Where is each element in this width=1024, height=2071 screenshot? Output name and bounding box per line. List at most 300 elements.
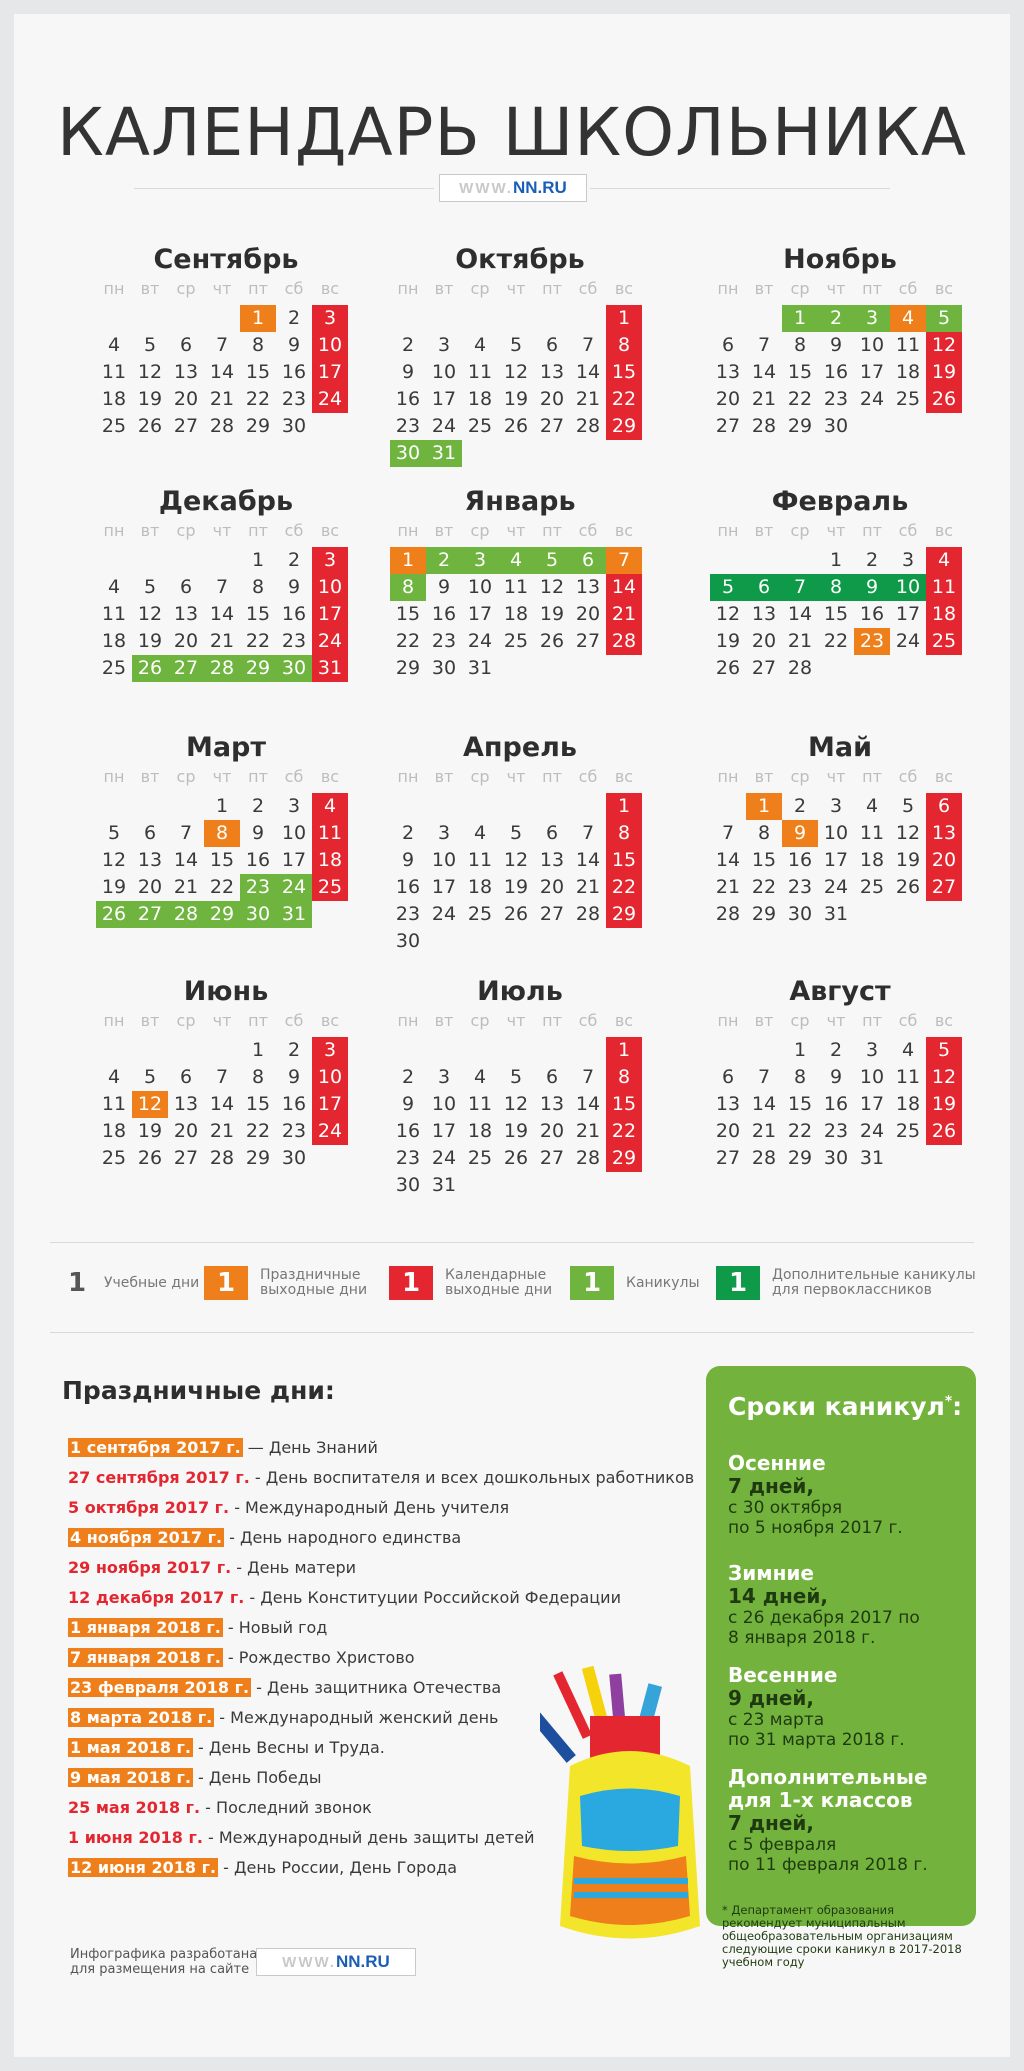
day-cell: 13 [575, 576, 601, 598]
month-days-grid [96, 520, 356, 682]
day-cell: 1 [782, 305, 818, 332]
legend-swatch: 1 [204, 1266, 248, 1300]
day-cell: 6 [179, 576, 193, 598]
footer-note-line: для размещения на сайте [70, 1962, 250, 1977]
day-cell: 21 [575, 388, 601, 410]
weekday-header: ср [470, 1011, 490, 1030]
holiday-item [68, 1706, 498, 1730]
month-days-grid [96, 766, 356, 928]
day-cell: 22 [606, 874, 642, 901]
weekday-header: вс [934, 279, 954, 298]
day-cell: 12 [895, 822, 921, 844]
day-cell: 2 [818, 305, 854, 332]
weekday-header: сб [578, 767, 598, 786]
day-cell: 21 [209, 1120, 235, 1142]
day-cell: 10 [431, 361, 457, 383]
month-name: Май [807, 732, 872, 763]
day-cell: 26 [895, 876, 921, 898]
day-cell: 14 [209, 361, 235, 383]
day-cell: 7 [757, 1066, 771, 1088]
weekday-header: сб [898, 279, 918, 298]
day-cell: 10 [312, 332, 348, 359]
day-cell: 13 [715, 1093, 741, 1115]
day-cell: 28 [575, 415, 601, 437]
day-cell: 18 [859, 849, 885, 871]
day-cell: 25 [859, 876, 885, 898]
day-cell: 31 [312, 655, 348, 682]
holiday-item [68, 1616, 327, 1640]
legend-swatch: 1 [570, 1266, 614, 1300]
day-cell: 6 [721, 334, 735, 356]
day-cell: 10 [467, 576, 493, 598]
weekday-header: пт [542, 767, 562, 786]
day-cell: 4 [312, 793, 348, 820]
weekday-header: чт [826, 1011, 846, 1030]
day-cell: 3 [901, 549, 915, 571]
holiday-item [68, 1436, 378, 1460]
weekday-header: пн [717, 1011, 739, 1030]
day-cell: 20 [173, 1120, 199, 1142]
empty-day [746, 305, 782, 332]
weekday-header: сб [578, 521, 598, 540]
day-cell: 21 [751, 1120, 777, 1142]
month-name: Январь [464, 486, 576, 517]
weekday-header: вт [434, 279, 454, 298]
weekday-header: вс [934, 767, 954, 786]
day-cell: 27 [132, 901, 168, 928]
day-cell: 27 [168, 655, 204, 682]
day-cell: 24 [431, 415, 457, 437]
day-cell: 6 [143, 822, 157, 844]
day-cell: 6 [721, 1066, 735, 1088]
month-days-grid [710, 278, 970, 440]
vacation-duration: 7 дней, [728, 1811, 815, 1835]
empty-day [390, 793, 426, 820]
empty-day [132, 547, 168, 574]
weekday-header: чт [826, 279, 846, 298]
day-cell: 8 [606, 820, 642, 847]
day-cell: 4 [890, 305, 926, 332]
day-cell: 6 [926, 793, 962, 820]
vacation-duration: 9 дней, [728, 1686, 815, 1710]
day-cell: 19 [503, 1120, 529, 1142]
day-cell: 13 [137, 849, 163, 871]
day-cell: 16 [859, 603, 885, 625]
day-cell: 22 [823, 630, 849, 652]
day-cell: 7 [782, 574, 818, 601]
holiday-name: - День матери [231, 1558, 357, 1577]
day-cell: 13 [539, 361, 565, 383]
weekday-header: чт [212, 767, 232, 786]
empty-day [710, 1037, 746, 1064]
month-10 [96, 974, 356, 1172]
weekday-header: сб [578, 1011, 598, 1030]
day-cell: 16 [281, 361, 307, 383]
day-cell: 28 [575, 903, 601, 925]
legend-label-line: Календарные [445, 1267, 547, 1283]
month-name: Сентябрь [153, 244, 299, 275]
vacation-name: Осенние [728, 1451, 826, 1475]
vacation-range2: по 31 марта 2018 г. [728, 1730, 905, 1750]
day-cell: 22 [787, 1120, 813, 1142]
day-cell: 23 [240, 874, 276, 901]
holiday-name: - День Победы [192, 1768, 322, 1787]
day-cell: 4 [107, 576, 121, 598]
weekday-header: чт [826, 767, 846, 786]
vacation-range2: 8 января 2018 г. [728, 1628, 876, 1648]
empty-day [746, 547, 782, 574]
legend-label-line: выходные дни [260, 1282, 368, 1298]
empty-day [96, 547, 132, 574]
day-cell: 19 [715, 630, 741, 652]
day-cell: 23 [281, 1120, 307, 1142]
day-cell: 14 [575, 849, 601, 871]
legend-label-line: Дополнительные каникулы [772, 1267, 976, 1283]
day-cell: 6 [545, 822, 559, 844]
day-cell: 31 [276, 901, 312, 928]
vacation-footnote: * Департамент образования рекомендует муниципальным общеобразовательным организациям следующие сроки каникул в 2017-2018 учебном году [722, 1903, 962, 1969]
day-cell: 1 [793, 1039, 807, 1061]
day-cell: 4 [107, 1066, 121, 1088]
empty-day [570, 793, 606, 820]
legend-swatch: 1 [67, 1268, 87, 1298]
day-cell: 23 [395, 903, 421, 925]
month-days-grid [390, 278, 650, 467]
day-cell: 6 [746, 574, 782, 601]
day-cell: 12 [503, 361, 529, 383]
day-cell: 2 [426, 547, 462, 574]
day-cell: 4 [926, 547, 962, 574]
day-cell: 22 [209, 876, 235, 898]
month-name: Июнь [183, 976, 269, 1007]
day-cell: 1 [215, 795, 229, 817]
empty-day [132, 305, 168, 332]
day-cell: 21 [173, 876, 199, 898]
empty-day [534, 305, 570, 332]
empty-day [168, 547, 204, 574]
holiday-item [68, 1466, 694, 1490]
day-cell: 13 [539, 849, 565, 871]
weekday-header: пн [103, 1011, 125, 1030]
holiday-name: - День защитника Отечества [251, 1678, 502, 1697]
day-cell: 25 [101, 657, 127, 679]
day-cell: 27 [575, 630, 601, 652]
day-cell: 16 [395, 876, 421, 898]
footer-note-line: Инфографика разработана [70, 1947, 258, 1962]
day-cell: 14 [173, 849, 199, 871]
day-cell: 28 [715, 903, 741, 925]
day-cell: 20 [539, 1120, 565, 1142]
day-cell: 30 [823, 415, 849, 437]
day-cell: 18 [503, 603, 529, 625]
day-cell: 30 [276, 655, 312, 682]
day-cell: 2 [401, 334, 415, 356]
day-cell: 8 [390, 574, 426, 601]
day-cell: 1 [390, 547, 426, 574]
day-cell: 30 [395, 1174, 421, 1196]
logo-brand: NN.RU [335, 1952, 390, 1971]
logo-prefix: WWW. [459, 179, 513, 197]
day-cell: 8 [606, 1064, 642, 1091]
site-logo-top[interactable] [439, 174, 587, 202]
day-cell: 5 [926, 305, 962, 332]
empty-day [498, 305, 534, 332]
day-cell: 15 [245, 603, 271, 625]
day-cell: 14 [209, 603, 235, 625]
weekday-header: чт [212, 279, 232, 298]
day-cell: 14 [209, 1093, 235, 1115]
weekday-header: чт [826, 521, 846, 540]
day-cell: 6 [545, 1066, 559, 1088]
day-cell: 6 [545, 334, 559, 356]
month-9 [710, 730, 970, 928]
legend-item [62, 1266, 199, 1300]
site-logo-bottom[interactable] [256, 1948, 416, 1976]
day-cell: 22 [245, 388, 271, 410]
day-cell: 26 [926, 386, 962, 413]
day-cell: 15 [245, 361, 271, 383]
legend-item [204, 1266, 367, 1300]
day-cell: 7 [215, 576, 229, 598]
day-cell: 10 [859, 1066, 885, 1088]
weekday-header: пт [542, 1011, 562, 1030]
day-cell: 14 [575, 361, 601, 383]
day-cell: 9 [287, 334, 301, 356]
holiday-date: 12 июня 2018 г. [70, 1858, 217, 1877]
empty-day [462, 1037, 498, 1064]
weekday-header: вт [140, 767, 160, 786]
weekday-header: вс [320, 521, 340, 540]
weekday-header: пн [397, 279, 419, 298]
empty-day [746, 1037, 782, 1064]
day-cell: 16 [245, 849, 271, 871]
day-cell: 14 [751, 361, 777, 383]
day-cell: 18 [101, 1120, 127, 1142]
empty-day [710, 305, 746, 332]
day-cell: 7 [215, 1066, 229, 1088]
weekday-header: ср [176, 1011, 196, 1030]
day-cell: 3 [865, 1039, 879, 1061]
day-cell: 22 [606, 386, 642, 413]
weekday-header: пт [248, 279, 268, 298]
day-cell: 27 [751, 657, 777, 679]
weekday-header: ср [176, 521, 196, 540]
day-cell: 7 [581, 822, 595, 844]
day-cell: 23 [281, 388, 307, 410]
day-cell: 13 [173, 1093, 199, 1115]
empty-day [462, 793, 498, 820]
month-5 [390, 484, 650, 682]
holiday-date: 12 декабря 2017 г. [68, 1588, 245, 1607]
legend-label-line: для первоклассников [772, 1282, 932, 1298]
day-cell: 10 [823, 822, 849, 844]
weekday-header: вс [614, 767, 634, 786]
day-cell: 1 [829, 549, 843, 571]
day-cell: 9 [437, 576, 451, 598]
legend-label [626, 1276, 700, 1291]
day-cell: 4 [107, 334, 121, 356]
weekday-header: чт [506, 767, 526, 786]
day-cell: 15 [823, 603, 849, 625]
month-11 [390, 974, 650, 1199]
day-cell: 12 [137, 603, 163, 625]
day-cell: 16 [787, 849, 813, 871]
empty-day [168, 305, 204, 332]
month-name: Июль [477, 976, 563, 1007]
day-cell: 21 [209, 388, 235, 410]
holiday-item [68, 1796, 372, 1820]
day-cell: 8 [757, 822, 771, 844]
day-cell: 26 [503, 903, 529, 925]
day-cell: 8 [793, 1066, 807, 1088]
day-cell: 26 [715, 657, 741, 679]
day-cell: 13 [173, 361, 199, 383]
weekday-header: вс [320, 279, 340, 298]
holiday-date: 4 ноября 2017 г. [70, 1528, 223, 1547]
weekday-header: сб [898, 767, 918, 786]
day-cell: 12 [132, 1091, 168, 1118]
empty-day [168, 1037, 204, 1064]
title-divider [134, 188, 434, 189]
day-cell: 20 [715, 1120, 741, 1142]
day-cell: 7 [721, 822, 735, 844]
day-cell: 19 [895, 849, 921, 871]
day-cell: 5 [534, 547, 570, 574]
holiday-date: 23 февраля 2018 г. [70, 1678, 250, 1697]
day-cell: 28 [751, 415, 777, 437]
weekday-header: вс [934, 521, 954, 540]
day-cell: 5 [143, 334, 157, 356]
month-name: Ноябрь [783, 244, 897, 275]
day-cell: 22 [751, 876, 777, 898]
day-cell: 22 [606, 1118, 642, 1145]
weekday-header: ср [176, 767, 196, 786]
day-cell: 26 [926, 1118, 962, 1145]
empty-day [534, 1037, 570, 1064]
day-cell: 2 [401, 1066, 415, 1088]
holiday-name: - День России, День Города [218, 1858, 457, 1877]
legend-label-line: Учебные дни [104, 1274, 200, 1291]
empty-day [426, 305, 462, 332]
day-cell: 5 [143, 1066, 157, 1088]
day-cell: 11 [467, 1093, 493, 1115]
weekday-header: вс [320, 1011, 340, 1030]
weekday-header: вт [434, 1011, 454, 1030]
day-cell: 31 [431, 1174, 457, 1196]
day-cell: 17 [312, 1091, 348, 1118]
day-cell: 5 [509, 822, 523, 844]
day-cell: 2 [793, 795, 807, 817]
weekday-header: пн [397, 1011, 419, 1030]
day-cell: 25 [503, 630, 529, 652]
weekday-header: пн [103, 521, 125, 540]
day-cell: 11 [312, 820, 348, 847]
day-cell: 24 [859, 1120, 885, 1142]
empty-day [390, 1037, 426, 1064]
day-cell: 8 [251, 1066, 265, 1088]
day-cell: 11 [101, 1093, 127, 1115]
weekday-header: вт [434, 521, 454, 540]
day-cell: 21 [209, 630, 235, 652]
weekday-header: ср [176, 279, 196, 298]
day-cell: 10 [312, 574, 348, 601]
day-cell: 7 [179, 822, 193, 844]
weekday-header: сб [284, 767, 304, 786]
day-cell: 31 [426, 440, 462, 467]
legend-label [260, 1268, 367, 1298]
day-cell: 26 [137, 1147, 163, 1169]
day-cell: 29 [240, 655, 276, 682]
vacation-name: Дополнительные для 1-х классов [728, 1765, 928, 1812]
holiday-date: 29 ноября 2017 г. [68, 1558, 232, 1577]
weekday-header: сб [898, 521, 918, 540]
weekday-header: ср [790, 1011, 810, 1030]
vacation-range2: по 5 ноября 2017 г. [728, 1518, 903, 1538]
day-cell: 12 [101, 849, 127, 871]
day-cell: 25 [926, 628, 962, 655]
day-cell: 15 [209, 849, 235, 871]
day-cell: 8 [606, 332, 642, 359]
day-cell: 12 [926, 1064, 962, 1091]
day-cell: 24 [312, 1118, 348, 1145]
day-cell: 16 [823, 361, 849, 383]
day-cell: 17 [431, 1120, 457, 1142]
day-cell: 18 [467, 1120, 493, 1142]
day-cell: 25 [467, 415, 493, 437]
empty-day [534, 793, 570, 820]
day-cell: 23 [854, 628, 890, 655]
day-cell: 20 [173, 630, 199, 652]
weekday-header: пт [862, 767, 882, 786]
day-cell: 19 [503, 876, 529, 898]
month-1 [96, 242, 356, 440]
holiday-date: 5 октября 2017 г. [68, 1498, 230, 1517]
holiday-name: - Международный день защиты детей [202, 1828, 535, 1847]
day-cell: 20 [539, 876, 565, 898]
day-cell: 9 [401, 1093, 415, 1115]
month-name: Август [789, 976, 891, 1007]
day-cell: 6 [570, 547, 606, 574]
day-cell: 17 [312, 359, 348, 386]
day-cell: 25 [101, 1147, 127, 1169]
day-cell: 18 [467, 388, 493, 410]
day-cell: 4 [473, 822, 487, 844]
day-cell: 29 [787, 1147, 813, 1169]
vacation-item [728, 1664, 968, 1750]
day-cell: 4 [498, 547, 534, 574]
day-cell: 9 [401, 849, 415, 871]
legend-label-line: Праздничные [260, 1267, 361, 1283]
day-cell: 21 [575, 876, 601, 898]
month-name: Декабрь [158, 486, 294, 517]
day-cell: 6 [179, 334, 193, 356]
day-cell: 4 [901, 1039, 915, 1061]
day-cell: 3 [437, 1066, 451, 1088]
weekday-header: вт [140, 521, 160, 540]
day-cell: 22 [395, 630, 421, 652]
day-cell: 24 [312, 628, 348, 655]
empty-day [204, 305, 240, 332]
day-cell: 1 [606, 793, 642, 820]
day-cell: 22 [245, 1120, 271, 1142]
day-cell: 3 [312, 305, 348, 332]
legend-label [104, 1276, 199, 1291]
holiday-name: - Новый год [222, 1618, 328, 1637]
day-cell: 16 [395, 388, 421, 410]
day-cell: 19 [539, 603, 565, 625]
vacation-name: Зимние [728, 1561, 814, 1585]
day-cell: 17 [895, 603, 921, 625]
